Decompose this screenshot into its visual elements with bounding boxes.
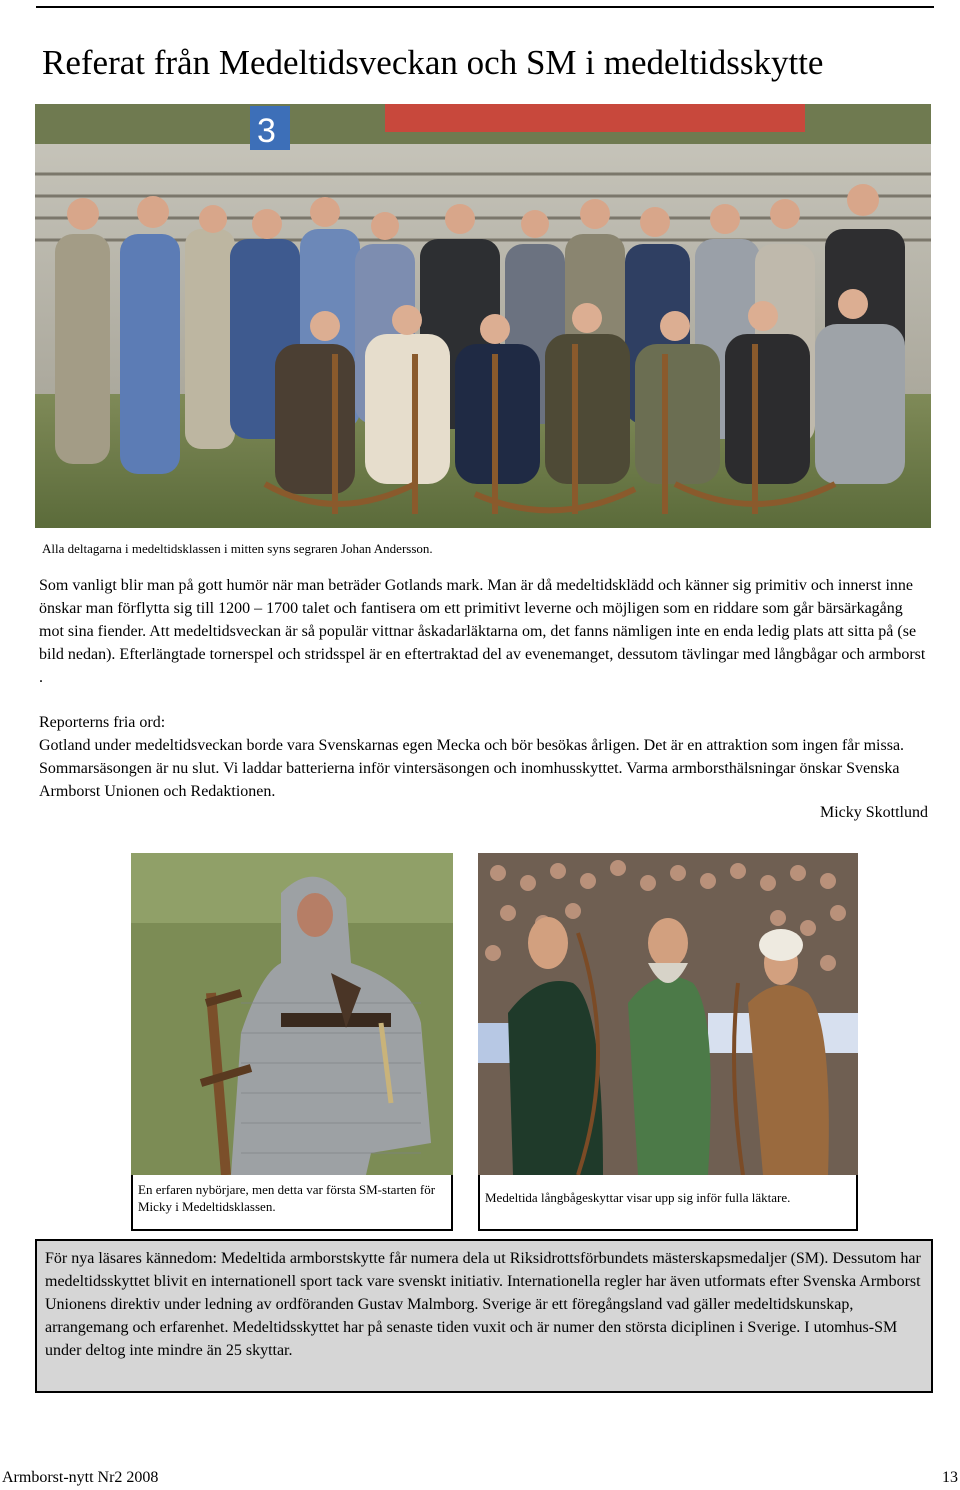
right-photo-caption: Medeltida långbågeskyttar visar upp sig inför fulla läktare.: [485, 1190, 791, 1205]
group-photo: [35, 104, 931, 528]
paragraph-text: Som vanligt blir man på gott humör när man beträder Gotlands mark. Man är då medeltidsklädd och känner sig primitiv och innerst inne önskar man förflytta sig till 1200 – 1700 talet och fantisera om ett primitivt leverne och möjligen som en riddare som går bärsärkagång mot sina fiender. Att medeltidsveckan är så populär vittnar åskadarläktarna om, det fanns nämligen inte en enda ledig plats att sitta på (se bild nedan). Efterlängtade tornerspel och stridsspel är en eftertraktad del av evenemanget, dessutom tävlingar med långbågar och armborst .: [39, 577, 926, 686]
footer-publication: Armborst-nytt Nr2 2008: [2, 1469, 159, 1486]
info-box-text: För nya läsares kännedom: Medeltida armborstskytte får numera dela ut Riksidrottsförbundets mästerskapsmedaljer (SM). Dessutom har medeltidsskyttet blivit en internationell sport tack vare svenskt initiativ. Internationella regler har även utformats efter Svenska Armborst Unionens direktiv under ledning av ordföranden Gustav Malmborg. Sverige är ett föregångsland vad gäller medeltidskunskap, arrangemang och erfarenhet. Medeltidsskyttet har på senaste tiden vuxit och är numer den största diciplinen i Sverige. I utomhus-SM under deltog inte mindre än 25 skyttar.: [45, 1250, 921, 1359]
left-photo-caption-box: [131, 1175, 453, 1231]
footer-page-number: 13: [942, 1469, 958, 1486]
info-box: [35, 1239, 933, 1393]
reporter-heading: Reporterns fria ord:: [39, 714, 166, 731]
archers-photo: [478, 853, 858, 1175]
top-rule: [36, 6, 934, 8]
article-title: Referat från Medeltidsveckan och SM i medeltidsskytte: [42, 43, 824, 82]
left-photo-caption: En erfaren nybörjare, men detta var första SM-starten för Micky i Medeltidsklassen.: [138, 1182, 436, 1214]
chainmail-photo: [131, 853, 453, 1175]
right-photo-caption-box: [478, 1175, 858, 1231]
body-paragraph: [39, 574, 931, 689]
reporter-text: Gotland under medeltidsveckan borde vara Svenskarnas egen Mecka och bör besökas årligen. Det är en attraktion som ingen får missa. Sommarsäsongen är nu slut. Vi laddar batterierna inför vintersäsongen och inomhusskyttet. Varma armborsthälsningar önskar Svenska Armborst Unionen och Redaktionen.: [39, 737, 905, 800]
reporter-section: [39, 711, 931, 803]
author-signature: Micky Skottlund: [819, 804, 928, 821]
sign-number: 3: [257, 112, 276, 150]
main-photo-caption: Alla deltagarna i medeltidsklassen i mitten syns segraren Johan Andersson.: [42, 541, 433, 556]
